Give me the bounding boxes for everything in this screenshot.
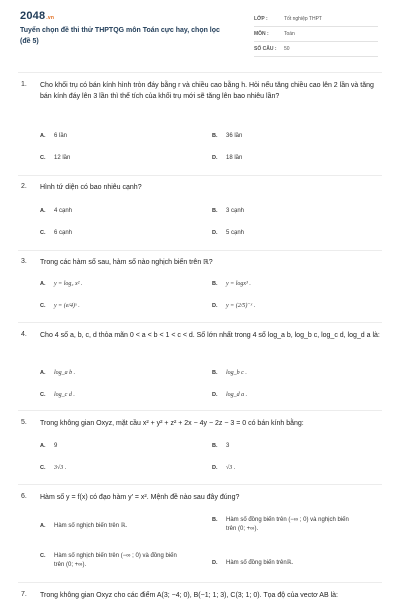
option-text: y = logx³ .	[226, 281, 251, 287]
option-text: 4 cạnh	[54, 208, 73, 214]
option-letter: B.	[212, 443, 218, 449]
site-logo[interactable]	[20, 10, 54, 22]
brand-name: 2048	[20, 10, 46, 22]
option-letter: D.	[212, 465, 218, 471]
option-letter: A.	[40, 370, 46, 376]
option-text: log_d a .	[226, 392, 248, 398]
divider	[18, 410, 382, 411]
option-text: 3 cạnh	[226, 208, 245, 214]
option-text: y = log₃ x² .	[54, 281, 83, 287]
option-text: 9	[54, 443, 58, 449]
meta-count-row	[254, 42, 378, 57]
option-letter: C.	[40, 553, 46, 559]
option-letter: A.	[40, 208, 46, 214]
question-text: Trong không gian Oxyz cho các điểm A(3; −4; 0), B(−1; 1; 3), C(3; 1; 0). Tọa độ của vectơ AB là:	[40, 592, 338, 599]
question-text: Cho khối trụ có bán kính hình tròn đáy bằng r và chiều cao bằng h. Hỏi nếu tăng chiều cao lên 2 lần và tăng bán kính đáy lên 3 lần thì thể tích của khối trụ mới sẽ tăng lên bao nhiêu lần?	[40, 82, 374, 100]
option-letter: C.	[40, 392, 46, 398]
option-text: y = (e/4)ˣ .	[54, 303, 80, 309]
option-letter: D.	[212, 392, 218, 398]
option-text: 3	[226, 443, 230, 449]
meta-count-key: SỐ CÂU :	[254, 46, 277, 52]
divider	[18, 72, 382, 73]
question-text: Hình tứ diện có bao nhiêu cạnh?	[40, 184, 142, 191]
option-text: 12 lần	[54, 155, 71, 161]
option-text: y = (2/5)⁻ˣ .	[226, 303, 256, 309]
question-text: Hàm số y = f(x) có đạo hàm y′ = x². Mệnh đề nào sau đây đúng?	[40, 494, 240, 501]
option-letter: B.	[212, 133, 218, 139]
question-text: Trong các hàm số sau, hàm số nào nghịch biến trên ℝ?	[40, 259, 213, 266]
meta-subject-key: MÔN :	[254, 31, 269, 37]
option-letter: D.	[212, 155, 218, 161]
option-letter: A.	[40, 281, 46, 287]
brand-suffix: .vn	[46, 15, 55, 21]
option-letter: C.	[40, 230, 46, 236]
meta-class-row	[254, 12, 378, 27]
option-letter: B.	[212, 370, 218, 376]
divider	[18, 250, 382, 251]
meta-subject-row	[254, 27, 378, 42]
option-text: 5 cạnh	[226, 230, 245, 236]
option-letter: A.	[40, 523, 46, 529]
option-text: 18 lần	[226, 155, 243, 161]
option-letter: D.	[212, 303, 218, 309]
option-letter: D.	[212, 230, 218, 236]
meta-count-value: 50	[284, 46, 290, 52]
divider	[18, 322, 382, 323]
option-text: 6 cạnh	[54, 230, 73, 236]
option-letter: A.	[40, 443, 46, 449]
page-header	[0, 0, 400, 64]
question-text: Cho 4 số a, b, c, d thỏa mãn 0 < a < b < 1 < c < d. Số lớn nhất trong 4 số log_a b, log_b c, log_c d, log_d a là:	[40, 332, 380, 339]
option-letter: B.	[212, 208, 218, 214]
option-text: log_a b .	[54, 370, 76, 376]
option-letter: D.	[212, 560, 218, 566]
option-text: Hàm số nghịch biến trên ℝ.	[54, 523, 128, 529]
option-letter: A.	[40, 133, 46, 139]
question-number: 1.	[21, 81, 27, 88]
option-text: log_c d .	[54, 392, 75, 398]
question-number: 7.	[21, 591, 27, 598]
divider	[18, 582, 382, 583]
question-number: 5.	[21, 419, 27, 426]
option-letter: C.	[40, 303, 46, 309]
question-number: 3.	[21, 258, 27, 265]
question-text: Trong không gian Oxyz, mặt cầu x² + y² + z² + 2x − 4y − 2z − 3 = 0 có bán kính bằng:	[40, 420, 304, 427]
option-text: Hàm số nghịch biến trên (−∞ ; 0) và đồng biến trên (0; +∞).	[54, 553, 177, 568]
meta-class-value: Tốt nghiệp THPT	[284, 16, 322, 22]
question-number: 4.	[21, 331, 27, 338]
option-text: log_b c .	[226, 370, 247, 376]
option-text: 36 lần	[226, 133, 243, 139]
option-text: Hàm số đồng biến trênℝ.	[226, 560, 294, 566]
document-title: Tuyển chọn đề thi thử THPTQG môn Toán cực hay, chọn lọc (đề 5)	[20, 27, 220, 45]
option-letter: B.	[212, 281, 218, 287]
option-text: √3 .	[226, 465, 236, 471]
question-number: 6.	[21, 493, 27, 500]
divider	[18, 484, 382, 485]
option-letter: C.	[40, 155, 46, 161]
option-text: 6 lần	[54, 133, 68, 139]
meta-class-key: LỚP :	[254, 16, 268, 22]
option-letter: C.	[40, 465, 46, 471]
option-letter: B.	[212, 517, 218, 523]
option-text: Hàm số đồng biến trên (−∞ ; 0) và nghịch biến trên (0; +∞).	[226, 517, 349, 532]
option-text: 3√3 .	[54, 465, 67, 471]
divider	[18, 175, 382, 176]
question-number: 2.	[21, 183, 27, 190]
meta-subject-value: Toán	[284, 31, 295, 37]
